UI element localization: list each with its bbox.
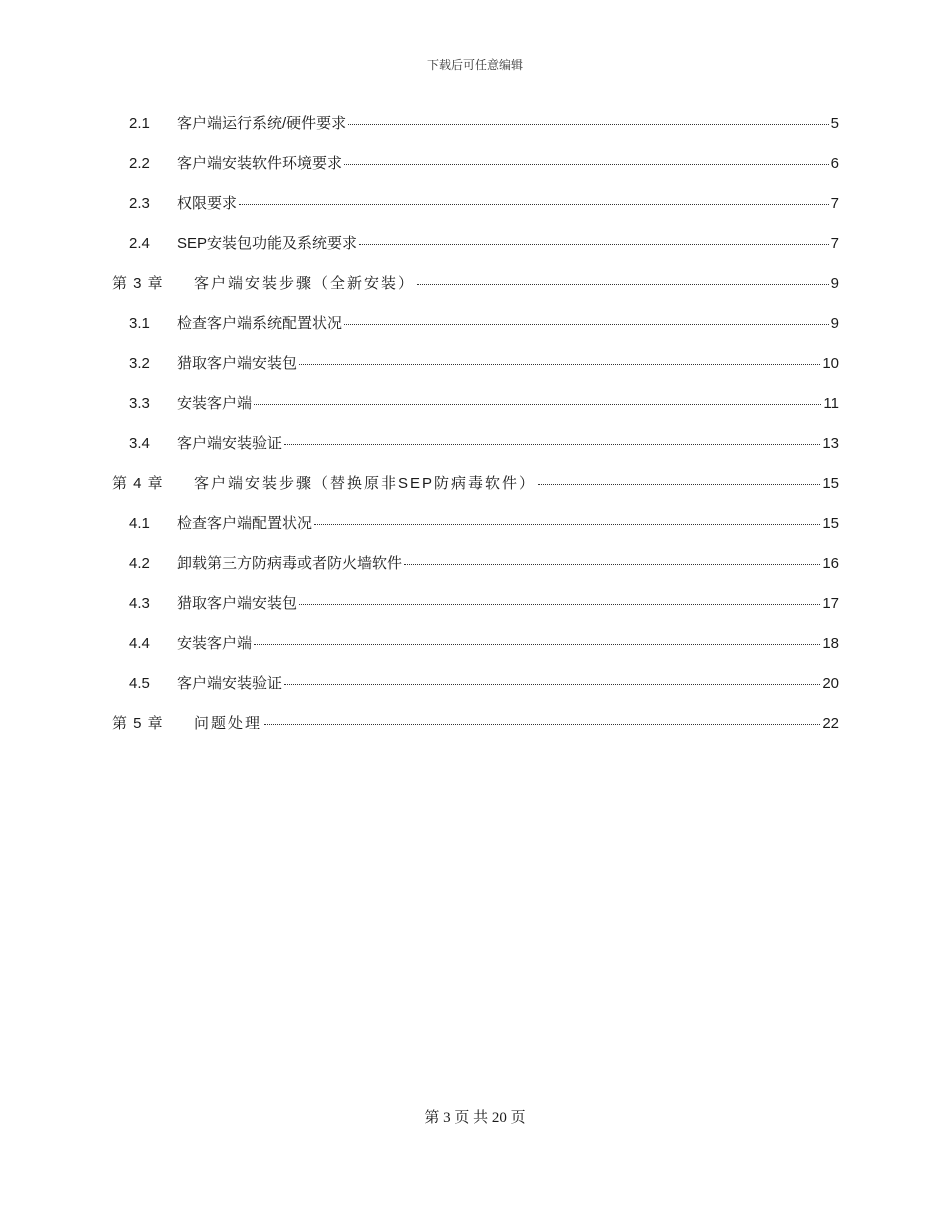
toc-title: 客户端安装验证	[177, 435, 283, 452]
toc-number: 2.1	[129, 115, 150, 132]
toc-number: 3.2	[129, 355, 150, 372]
toc-dot-leader	[284, 684, 820, 685]
toc-page-number: 15	[822, 475, 839, 492]
toc-page-number: 22	[822, 715, 839, 732]
toc-number: 2.4	[129, 235, 150, 252]
toc-dot-leader	[314, 524, 820, 525]
toc-title: SEP安装包功能及系统要求	[177, 235, 358, 252]
page-footer: 第 3 页 共 20 页	[424, 1110, 526, 1126]
toc-dot-leader	[359, 244, 829, 245]
toc-section-row[interactable]	[129, 152, 839, 176]
toc-page-number: 5	[830, 115, 839, 132]
toc-dot-leader	[299, 604, 820, 605]
toc-number: 4.2	[129, 555, 150, 572]
toc-title: 猎取客户端安装包	[177, 595, 298, 612]
toc-number: 4.1	[129, 515, 150, 532]
toc-number: 2.2	[129, 155, 150, 172]
toc-chapter-row[interactable]	[112, 712, 839, 736]
toc-page-number: 15	[822, 515, 839, 532]
toc-section-row[interactable]	[129, 392, 839, 416]
toc-title: 安装客户端	[177, 395, 253, 412]
toc-number: 3.4	[129, 435, 150, 452]
toc-number: 3.3	[129, 395, 150, 412]
page-header: 下载后可任意编辑	[426, 58, 523, 72]
toc-page-number: 9	[830, 275, 839, 292]
toc-page-number: 13	[822, 435, 839, 452]
toc-title: 猎取客户端安装包	[177, 355, 298, 372]
toc-chapter-row[interactable]	[112, 472, 839, 496]
toc-title: 权限要求	[177, 195, 238, 212]
toc-number: 4.5	[129, 675, 150, 692]
toc-page-number: 17	[822, 595, 839, 612]
toc-title: 卸载第三方防病毒或者防火墙软件	[177, 555, 403, 572]
toc-title: 客户端安装软件环境要求	[177, 155, 343, 172]
toc-page-number: 11	[823, 395, 839, 412]
toc-dot-leader	[344, 164, 829, 165]
toc-number: 第 5 章	[112, 715, 164, 732]
toc-dot-leader	[239, 204, 829, 205]
toc-number: 2.3	[129, 195, 150, 212]
toc-section-row[interactable]	[129, 592, 839, 616]
toc-number: 4.3	[129, 595, 150, 612]
toc-dot-leader	[284, 444, 820, 445]
toc-title: 问题处理	[194, 715, 263, 732]
toc-section-row[interactable]	[129, 632, 839, 656]
toc-section-row[interactable]	[129, 672, 839, 696]
toc-title: 检查客户端配置状况	[177, 515, 313, 532]
toc-title: 客户端安装步骤（全新安装）	[194, 275, 416, 292]
toc-title: 安装客户端	[177, 635, 253, 652]
toc-section-row[interactable]	[129, 192, 839, 216]
toc-title: 客户端安装验证	[177, 675, 283, 692]
toc-section-row[interactable]	[129, 352, 839, 376]
toc-dot-leader	[348, 124, 828, 125]
toc-page-number: 6	[830, 155, 839, 172]
toc-page-number: 7	[830, 195, 839, 212]
toc-section-row[interactable]	[129, 112, 839, 136]
toc-number: 4.4	[129, 635, 150, 652]
toc-section-row[interactable]	[129, 432, 839, 456]
toc-title: 检查客户端系统配置状况	[177, 315, 343, 332]
toc-page-number: 10	[822, 355, 839, 372]
toc-page-number: 18	[822, 635, 839, 652]
toc-section-row[interactable]	[129, 312, 839, 336]
toc-dot-leader	[538, 484, 820, 485]
toc-page-number: 9	[830, 315, 839, 332]
toc-dot-leader	[417, 284, 829, 285]
toc-number: 第 3 章	[112, 275, 164, 292]
toc-dot-leader	[299, 364, 820, 365]
toc-dot-leader	[344, 324, 829, 325]
toc-chapter-row[interactable]	[112, 272, 839, 296]
toc-dot-leader	[404, 564, 820, 565]
toc-section-row[interactable]	[129, 232, 839, 256]
toc-dot-leader	[254, 404, 821, 405]
toc-page-number: 16	[822, 555, 839, 572]
toc-title: 客户端运行系统/硬件要求	[177, 115, 347, 132]
toc-dot-leader	[264, 724, 820, 725]
toc-dot-leader	[254, 644, 820, 645]
toc-number: 第 4 章	[112, 475, 164, 492]
toc-section-row[interactable]	[129, 552, 839, 576]
toc-page-number: 7	[830, 235, 839, 252]
toc-page-number: 20	[822, 675, 839, 692]
toc-title: 客户端安装步骤（替换原非SEP防病毒软件）	[194, 475, 537, 492]
toc-section-row[interactable]	[129, 512, 839, 536]
toc-number: 3.1	[129, 315, 150, 332]
